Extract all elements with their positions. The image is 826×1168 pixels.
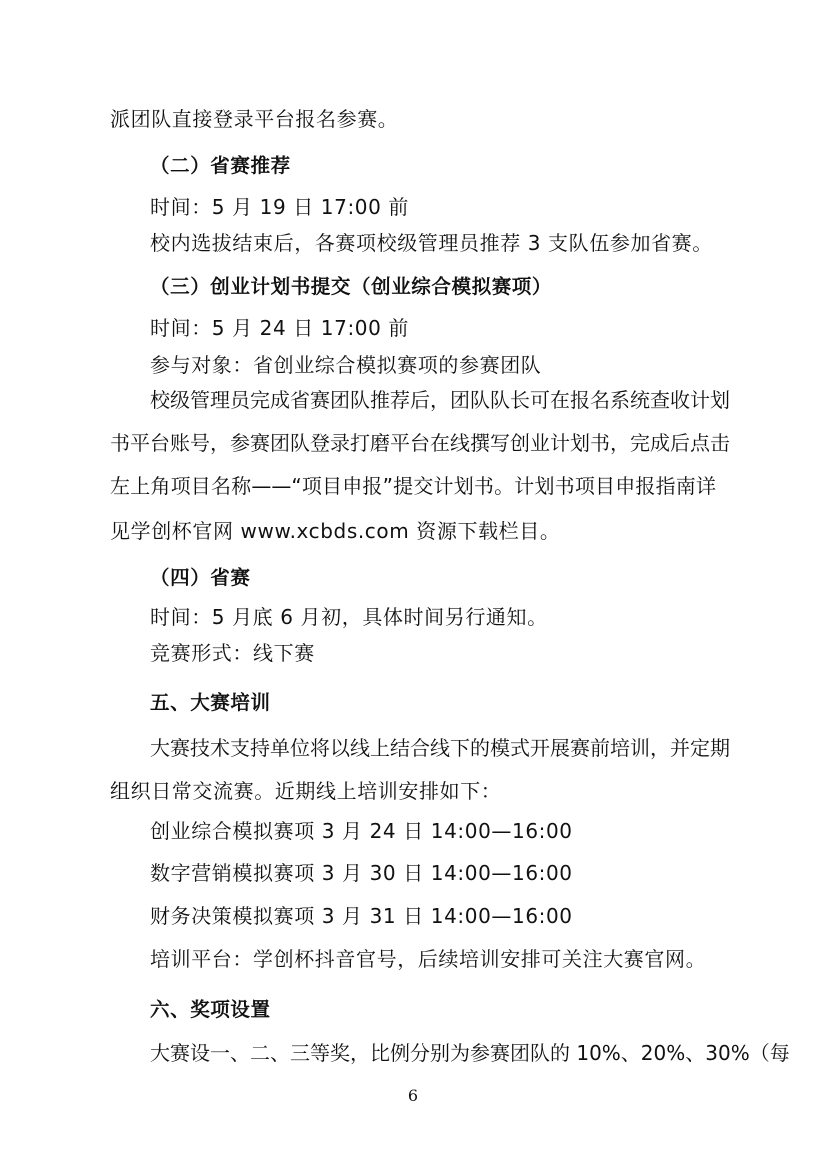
section-heading: （三）创业计划书提交（创业综合模拟赛项）	[150, 275, 553, 298]
body-text: 组织日常交流赛。近期线上培训安排如下：	[110, 779, 502, 803]
chapter-heading: 六、奖项设置	[150, 998, 271, 1021]
body-text: 见学创杯官网 www.xcbds.com 资源下载栏目。	[110, 519, 561, 543]
body-text: 时间：5 月 24 日 17:00 前	[150, 316, 409, 340]
chapter-heading: 五、大赛培训	[150, 691, 271, 714]
body-text: 培训平台：学创杯抖音官号，后续培训安排可关注大赛官网。	[150, 947, 707, 971]
body-text: 竞赛形式：线下赛	[150, 641, 315, 665]
body-text: 校内选拔结束后，各赛项校级管理员推荐 3 支队伍参加省赛。	[150, 231, 713, 255]
body-text: 参与对象：省创业综合模拟赛项的参赛团队	[150, 353, 542, 377]
schedule-item: 财务决策模拟赛项 3 月 31 日 14:00—16:00	[150, 904, 573, 928]
body-text: 时间：5 月 19 日 17:00 前	[150, 195, 409, 219]
page-number: 6	[407, 1086, 419, 1105]
body-text: 书平台账号，参赛团队登录打磨平台在线撰写创业计划书，完成后点击	[110, 431, 730, 455]
body-text: 派团队直接登录平台报名参赛。	[110, 107, 399, 131]
section-heading: （四）省赛	[150, 566, 251, 589]
body-text: 大赛设一、二、三等奖，比例分别为参赛团队的 10%、20%、30%（每	[150, 1041, 790, 1065]
body-text: 校级管理员完成省赛团队推荐后，团队队长可在报名系统查收计划	[150, 388, 730, 412]
body-text: 大赛技术支持单位将以线上结合线下的模式开展赛前培训，并定期	[150, 736, 730, 760]
schedule-item: 创业综合模拟赛项 3 月 24 日 14:00—16:00	[150, 819, 573, 843]
section-heading: （二）省赛推荐	[150, 154, 291, 177]
body-text: 左上角项目名称——“项目申报”提交计划书。计划书项目申报指南详	[110, 474, 716, 498]
body-text: 时间：5 月底 6 月初，具体时间另行通知。	[150, 605, 548, 629]
schedule-item: 数字营销模拟赛项 3 月 30 日 14:00—16:00	[150, 861, 573, 885]
